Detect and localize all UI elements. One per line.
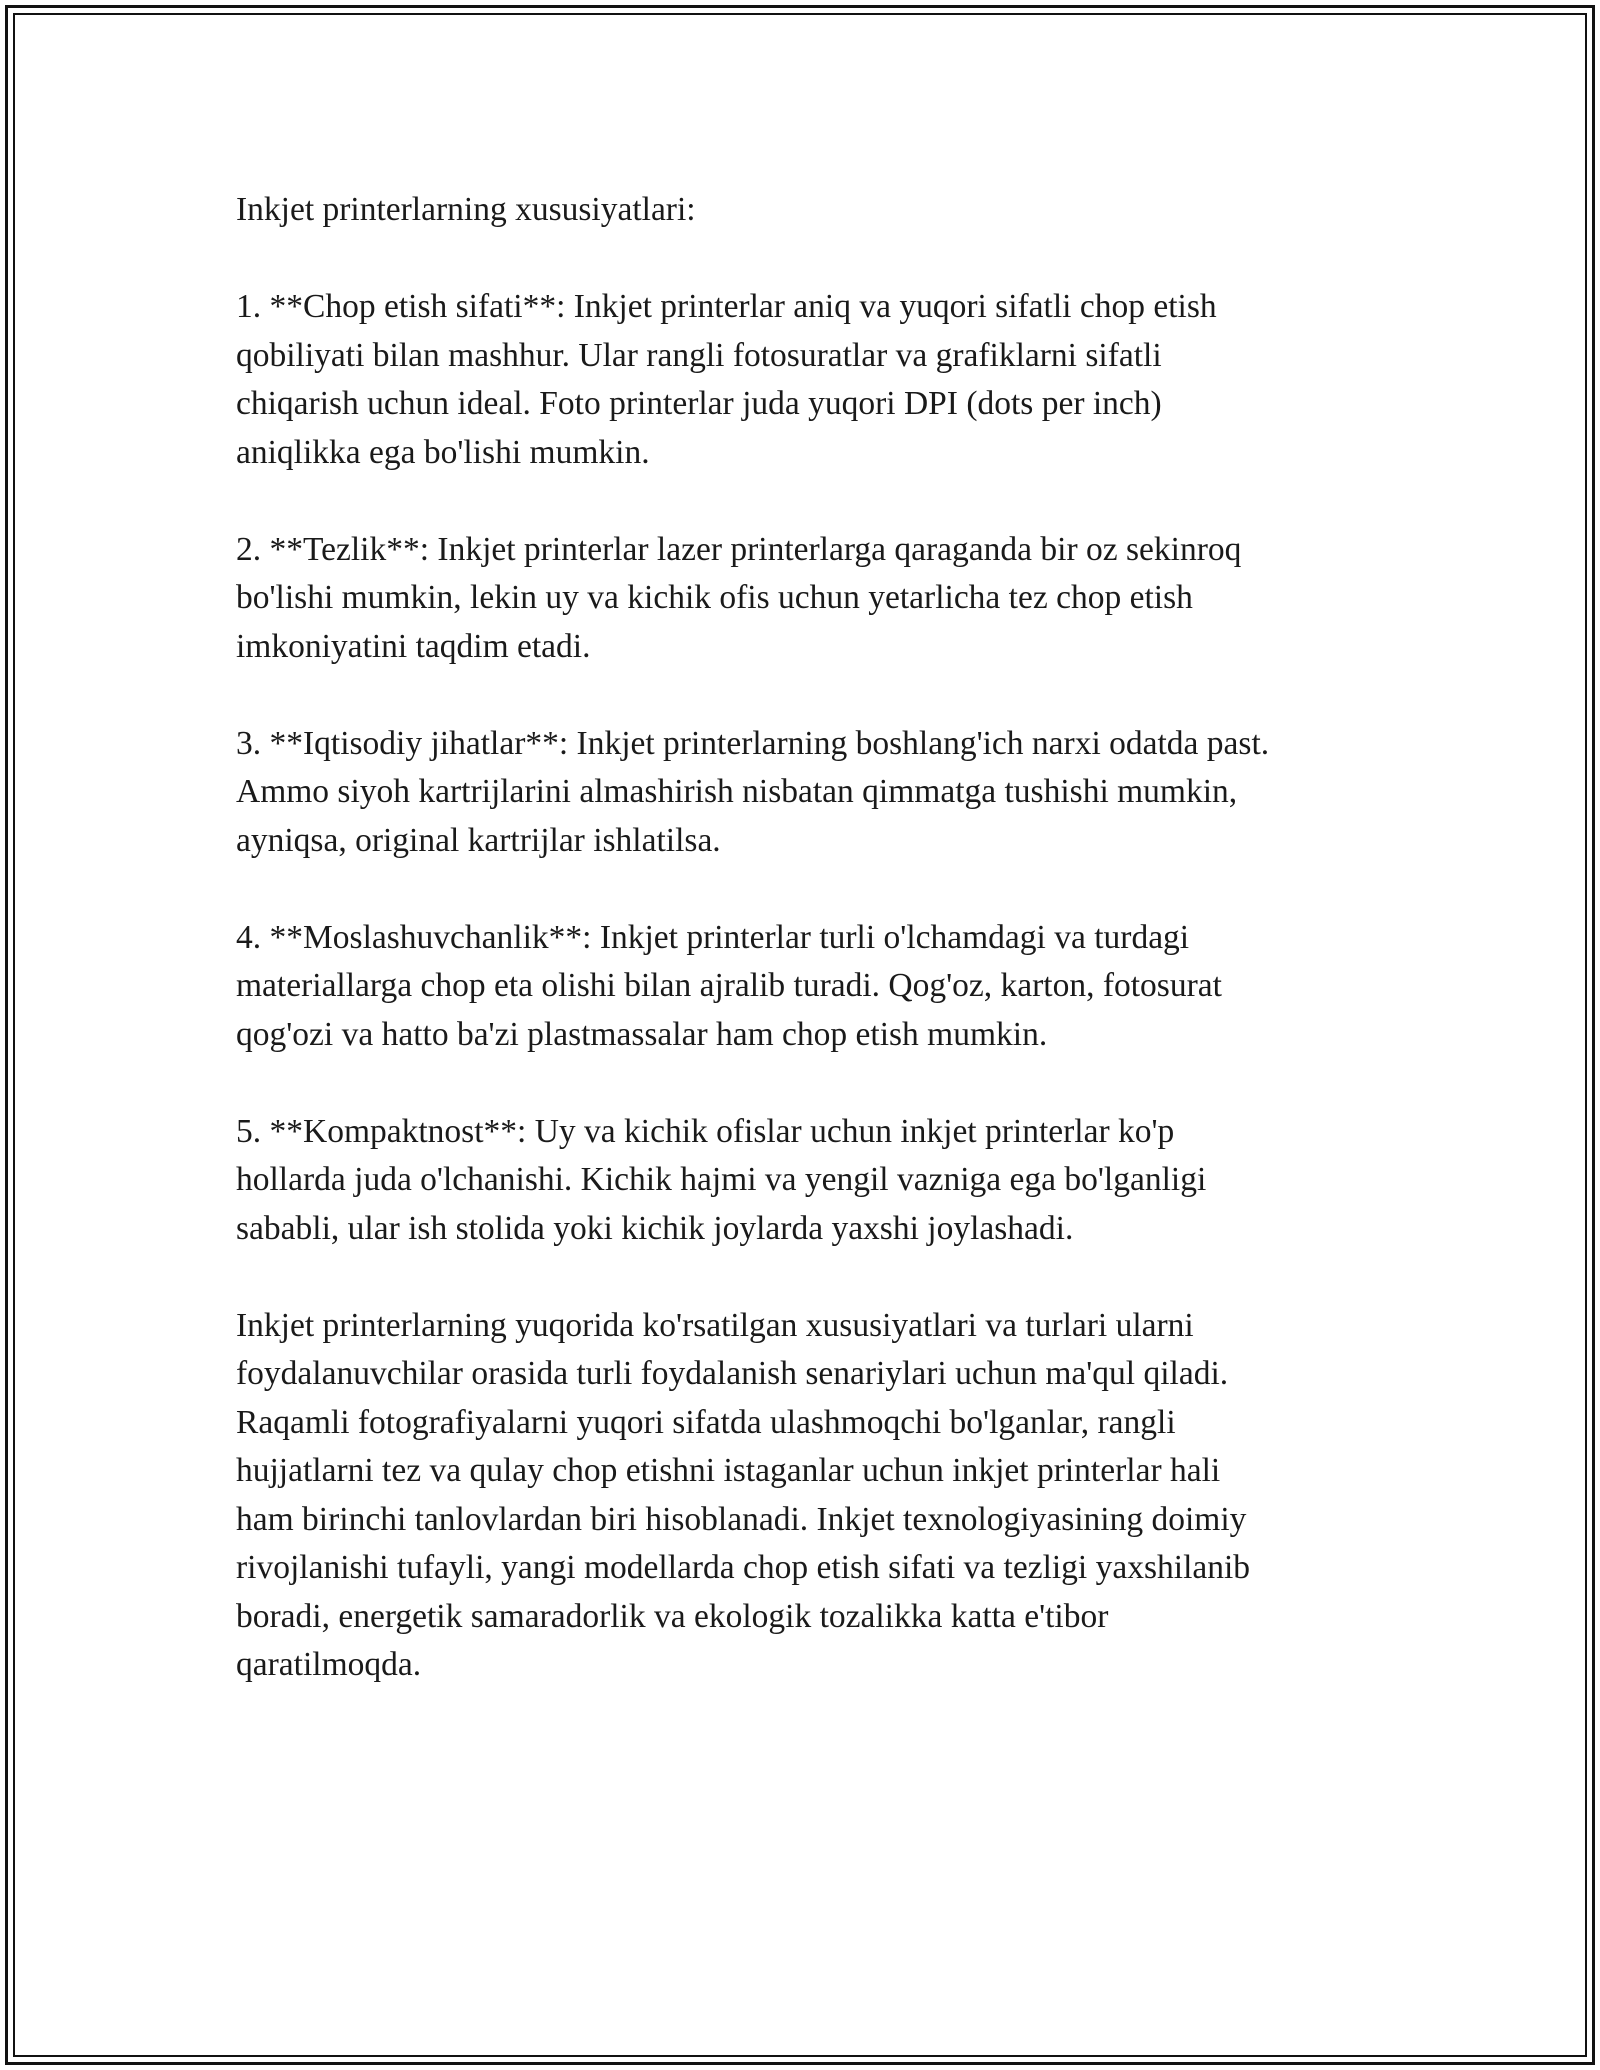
- paragraph-conclusion: Inkjet printerlarning yuqorida ko'rsatilgan xususiyatlari va turlari ularni foydalanuvchilar orasida turli foydalanish senariylari uchun ma'qul qiladi. Raqamli fotografiyalarni yuqori sifatda ulashmoqchi bo'lganlar, rangli hujjatlarni tez va qulay chop etishni istaganlar uchun inkjet printerlar hali ham birinchi tanlovlardan biri hisoblanadi. Inkjet texnologiyasining doimiy rivojlanishi tufayli, yangi modellarda chop etish sifati va tezligi yaxshilanib boradi, energetik samaradorlik va ekologik tozalikka katta e'tibor qaratilmoqda.: [236, 1306, 1251, 1683]
- document-body: [236, 186, 1416, 1738]
- paragraph-speed: 2. **Tezlik**: Inkjet printerlar lazer printerlarga qaraganda bir oz sekinroq bo'lishi mumkin, lekin uy va kichik ofis uchun yetarlicha tez chop etish imkoniyatini taqdim etadi.: [236, 530, 1242, 665]
- paragraph-compactness: 5. **Kompaktnost**: Uy va kichik ofislar uchun inkjet printerlar ko'p hollarda juda o'lchanishi. Kichik hajmi va yengil vazniga ega bo'lganligi sababli, ular ish stolida yoki kichik joylarda yaxshi joylashadi.: [236, 1112, 1207, 1247]
- document-heading: Inkjet printerlarning xususiyatlari:: [236, 191, 696, 228]
- paragraph-flexibility: 4. **Moslashuvchanlik**: Inkjet printerlar turli o'lchamdagi va turdagi materiallarga chop eta olishi bilan ajralib turadi. Qog'oz, karton, fotosurat qog'ozi va hatto ba'zi plastmassalar ham chop etish mumkin.: [236, 918, 1222, 1053]
- paragraph-economics: 3. **Iqtisodiy jihatlar**: Inkjet printerlarning boshlang'ich narxi odatda past. Ammo siyoh kartrijlarini almashirish nisbatan qimmatga tushishi mumkin, ayniqsa, original kartrijlar ishlatilsa.: [236, 724, 1270, 859]
- paragraph-print-quality: 1. **Chop etish sifati**: Inkjet printerlar aniq va yuqori sifatli chop etish qobiliyati bilan mashhur. Ular rangli fotosuratlar va grafiklarni sifatli chiqarish uchun ideal. Foto printerlar juda yuqori DPI (dots per inch) aniqlikka ega bo'lishi mumkin.: [236, 288, 1217, 471]
